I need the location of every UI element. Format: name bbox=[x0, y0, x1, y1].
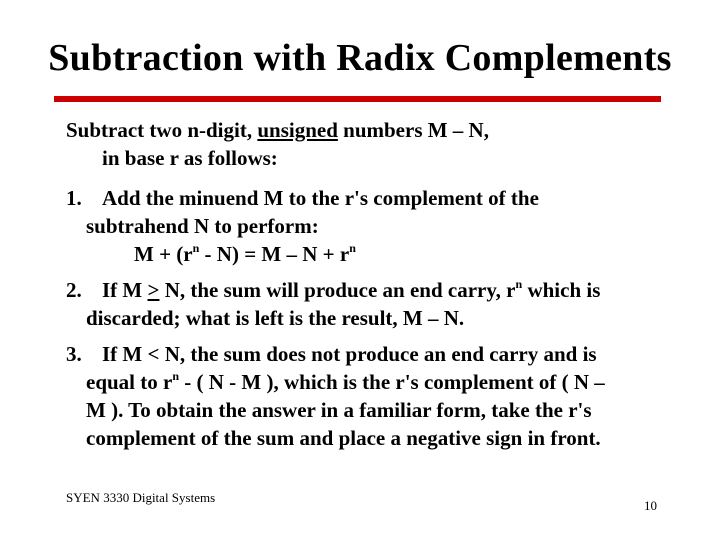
footer-course-name: SYEN 3330 Digital Systems bbox=[66, 490, 216, 505]
step-1-line-2: subtrahend N to perform: bbox=[86, 214, 319, 238]
step-2-ge-symbol: > bbox=[147, 278, 160, 302]
title-divider bbox=[54, 96, 661, 102]
intro-text-b: numbers M – N, bbox=[337, 118, 489, 142]
step-3-line-1 bbox=[66, 342, 597, 366]
intro-line-2: in base r as follows: bbox=[102, 146, 278, 170]
step-3-line-2 bbox=[86, 370, 605, 394]
intro-unsigned-term: unsigned bbox=[257, 118, 338, 142]
slide-title: Subtraction with Radix Complements bbox=[48, 37, 672, 79]
intro-text-a: Subtract two n-digit, bbox=[66, 118, 258, 142]
footer-page-number: 10 bbox=[644, 498, 657, 513]
formula-part-a: M + (r bbox=[134, 242, 193, 266]
step-3-exponent: n bbox=[172, 369, 180, 383]
step-2-number: 2. bbox=[66, 278, 82, 302]
step-3-line-4: complement of the sum and place a negative sign in front. bbox=[86, 426, 601, 450]
step-3-text-b: - ( N - M ), which is the r's complement of ( N – bbox=[179, 370, 605, 394]
step-2-line-1 bbox=[66, 278, 600, 302]
formula-exponent-a: n bbox=[192, 241, 200, 255]
formula-exponent-b: n bbox=[349, 241, 356, 255]
step-3-number: 3. bbox=[66, 342, 82, 366]
step-2-line-2: discarded; what is left is the result, M – N. bbox=[86, 306, 465, 330]
step-2-text-b: N, the sum will produce an end carry, r bbox=[159, 278, 516, 302]
step-2-text-c: which is bbox=[522, 278, 601, 302]
intro-line-1 bbox=[66, 118, 489, 142]
step-2-exponent: n bbox=[515, 277, 523, 291]
step-2-text-a: If M bbox=[102, 278, 148, 302]
step-3-line-3: M ). To obtain the answer in a familiar form, take the r's bbox=[86, 398, 592, 422]
formula-part-b: - N) = M – N + r bbox=[199, 242, 350, 266]
step-1-formula bbox=[134, 242, 356, 266]
step-1-text: Add the minuend M to the r's complement of the bbox=[102, 186, 539, 210]
step-1-line-1 bbox=[66, 186, 539, 210]
step-1-number: 1. bbox=[66, 186, 82, 210]
step-3-text-a: equal to r bbox=[86, 370, 173, 394]
step-3-text: If M < N, the sum does not produce an end carry and is bbox=[102, 342, 597, 366]
